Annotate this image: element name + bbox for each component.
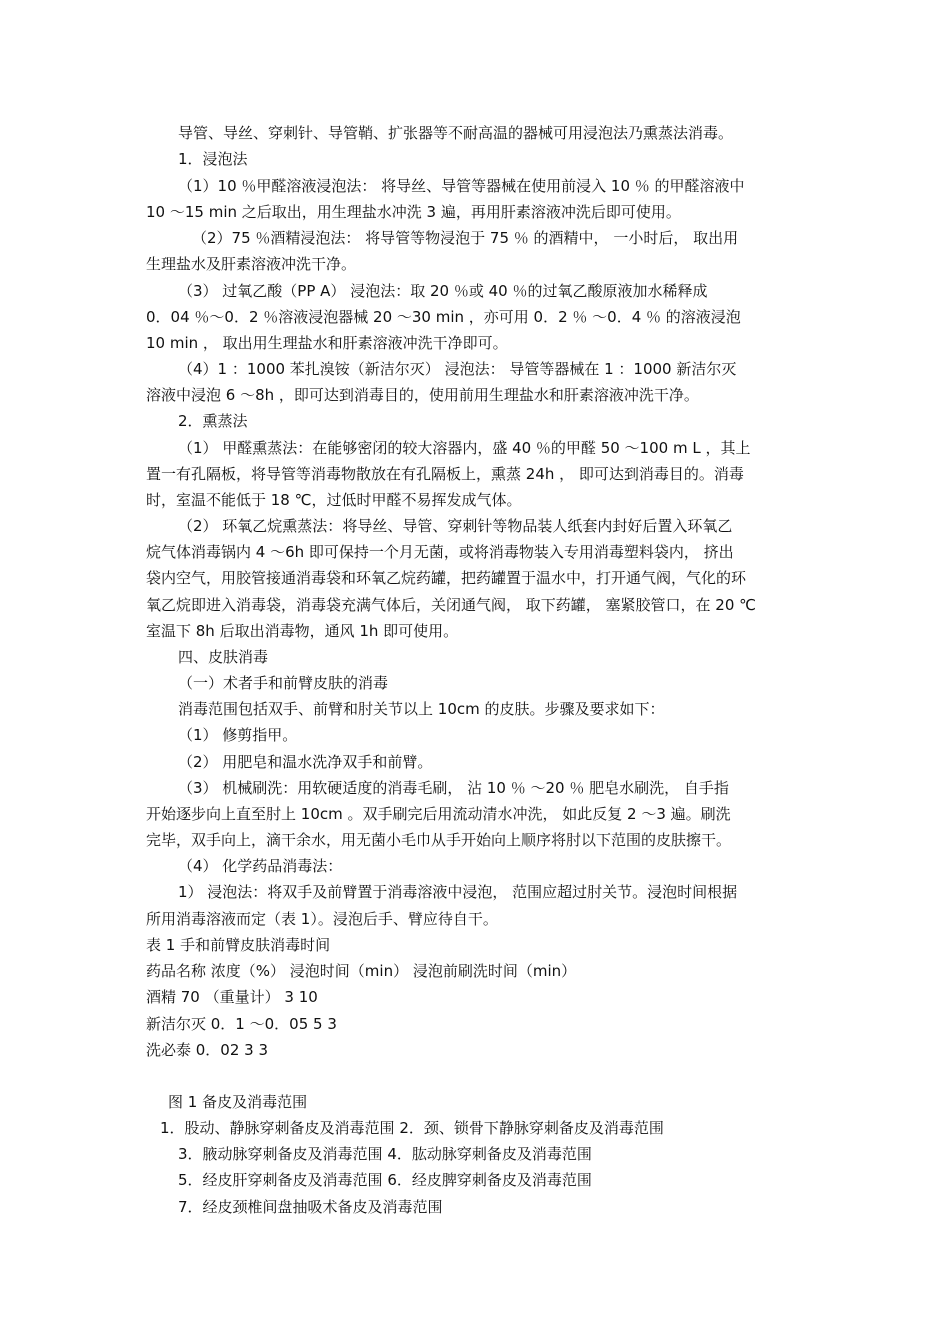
paragraph-line: 所用消毒溶液而定（表 1）。浸泡后手、臂应待自干。: [146, 910, 498, 928]
table-row: 新洁尔灭 0．1 ～0．05 5 3: [146, 1015, 337, 1033]
figure-list-item: 7．经皮颈椎间盘抽吸术备皮及消毒范围: [178, 1198, 443, 1216]
paragraph-line: 消毒范围包括双手、前臂和肘关节以上 10cm 的皮肤。步骤及要求如下：: [178, 700, 665, 718]
paragraph-line: （2） 环氧乙烷熏蒸法：将导丝、导管、穿刺针等物品装人纸套内封好后置入环氧乙: [178, 517, 733, 535]
paragraph-line: 10 min ， 取出用生理盐水和肝素溶液冲洗干净即可。: [146, 334, 508, 352]
figure-list-item: 1．股动、静脉穿刺备皮及消毒范围 2．颈、锁骨下静脉穿刺备皮及消毒范围: [160, 1119, 664, 1137]
paragraph-intro: 导管、导丝、穿刺针、导管鞘、扩张器等不耐高温的器械可用浸泡法乃熏蒸法消毒。: [178, 124, 734, 142]
paragraph-line: 10 ～15 min 之后取出，用生理盐水冲洗 3 遍，再用肝素溶液冲洗后即可使用。: [146, 203, 681, 221]
paragraph-line: 置一有孔隔板，将导管等消毒物散放在有孔隔板上，熏蒸 24h ， 即可达到消毒目的。消毒: [146, 465, 744, 483]
paragraph-line: 开始逐步向上直至肘上 10cm 。双手刷完后用流动清水冲洗， 如此反复 2 ～3 遍。刷洗: [146, 805, 731, 823]
list-item: （4） 化学药品消毒法：: [178, 857, 343, 875]
figure-list-item: 5．经皮肝穿刺备皮及消毒范围 6．经皮脾穿刺备皮及消毒范围: [178, 1171, 592, 1189]
paragraph-line: 氧乙烷即进入消毒袋，消毒袋充满气体后，关闭通气阀， 取下药罐， 塞紧胶管口，在 20 ℃: [146, 596, 757, 614]
list-item: （3） 机械刷洗：用软硬适度的消毒毛刷， 沾 10 ％ ～20 ％ 肥皂水刷洗， 自手指: [178, 779, 729, 797]
section-heading-skin: 四、皮肤消毒: [178, 648, 269, 666]
subsection-heading: （一）术者手和前臂皮肤的消毒: [178, 674, 389, 692]
section-heading-soaking: 1．浸泡法: [178, 150, 248, 168]
paragraph-line: 室温下 8h 后取出消毒物，通风 1h 即可使用。: [146, 622, 459, 640]
section-heading-fumigation: 2．熏蒸法: [178, 412, 248, 430]
paragraph-line: 1） 浸泡法：将双手及前臂置于消毒溶液中浸泡， 范围应超过肘关节。浸泡时间根据: [178, 883, 738, 901]
paragraph-line: 0．04 ％～0．2 ％溶液浸泡器械 20 ～30 min ，亦可用 0．2 ％ ～0．4 ％ 的溶液浸泡: [146, 308, 741, 326]
paragraph-line: （4）1 ：1000 苯扎溴铵（新洁尔灭） 浸泡法： 导管等器械在 1 ：1000 新洁尔灭: [178, 360, 737, 378]
paragraph-line: （3） 过氧乙酸（PP A） 浸泡法：取 20 ％或 40 ％的过氧乙酸原液加水稀释成: [178, 282, 708, 300]
figure-list-item: 3．腋动脉穿刺备皮及消毒范围 4．肱动脉穿刺备皮及消毒范围: [178, 1145, 592, 1163]
paragraph-line: 袋内空气，用胶管接通消毒袋和环氧乙烷药罐，把药罐置于温水中，打开通气阀，气化的环: [146, 569, 747, 587]
paragraph-line: （1）10 ％甲醛溶液浸泡法： 将导丝、导管等器械在使用前浸入 10 ％ 的甲醛溶液中: [178, 177, 745, 195]
list-item: （1） 修剪指甲。: [178, 726, 298, 744]
paragraph-line: 生理盐水及肝素溶液冲洗干净。: [146, 255, 357, 273]
paragraph-line: （2）75 ％酒精浸泡法： 将导管等物浸泡于 75 ％ 的酒精中， 一小时后， 取出用: [192, 229, 739, 247]
paragraph-line: 溶液中浸泡 6 ～8h ，即可达到消毒目的，使用前用生理盐水和肝素溶液冲洗干净。: [146, 386, 699, 404]
paragraph-line: 完毕，双手向上，滴干余水，用无菌小毛巾从手开始向上顺序将肘以下范围的皮肤擦干。: [146, 831, 732, 849]
table-row: 酒精 70 （重量计） 3 10: [146, 988, 318, 1006]
paragraph-line: 时，室温不能低于 18 ℃，过低时甲醛不易挥发成气体。: [146, 491, 522, 509]
table-row: 洗必泰 0．02 3 3: [146, 1041, 269, 1059]
table-caption: 表 1 手和前臂皮肤消毒时间: [146, 936, 331, 954]
list-item: （2） 用肥皂和温水洗净双手和前臂。: [178, 753, 433, 771]
table-header-row: 药品名称 浓度（%） 浸泡时间（min） 浸泡前刷洗时间（min）: [146, 962, 577, 980]
paragraph-line: 烷气体消毒锅内 4 ～6h 即可保持一个月无菌，或将消毒物装入专用消毒塑料袋内， 挤出: [146, 543, 734, 561]
figure-caption: 图 1 备皮及消毒范围: [168, 1093, 308, 1111]
paragraph-line: （1） 甲醛熏蒸法：在能够密闭的较大溶器内，盛 40 ％的甲醛 50 ～100 m L ，其上: [178, 439, 751, 457]
